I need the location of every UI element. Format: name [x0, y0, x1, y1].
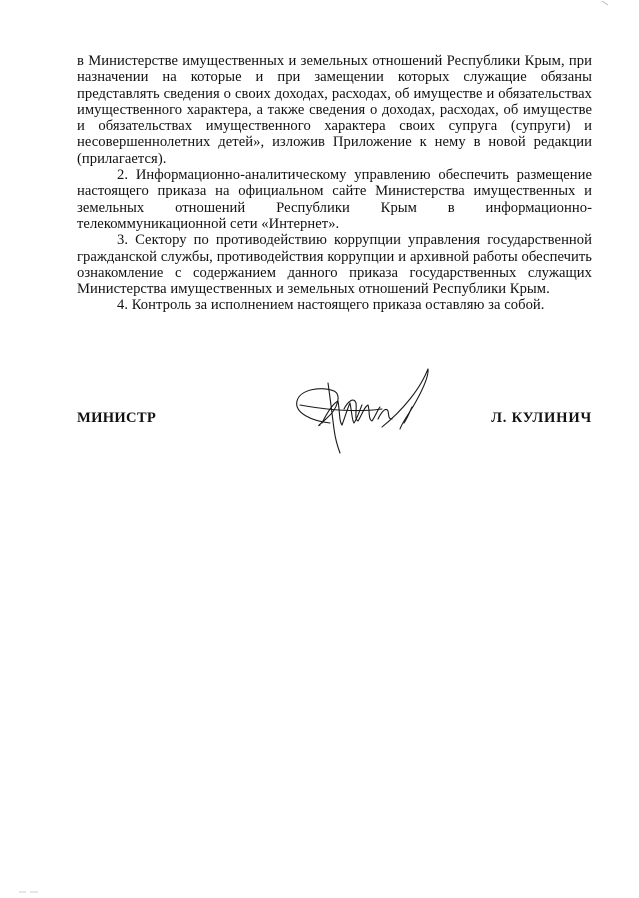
- paragraph-continuation: в Министерстве имущественных и земельных отношений Республики Крым, при назначении на которые и при замещении которых служащие обязаны представлять сведения о своих доходах, расходах, об имуществе и обязательствах имущественного характера, а также сведения о доходах, расходах, об имуществе и обязательствах имущественного характера своих супруга (супруги) и несовершеннолетних детей», изложив Приложение к нему в новой редакции (прилагается).: [77, 53, 592, 167]
- item-4: 4. Контроль за исполнением настоящего приказа оставляю за собой.: [117, 297, 545, 314]
- item-3: 3. Сектору по противодействию коррупции управления государственной гражданской службы, противодействия коррупции и архивной работы обеспечить ознакомление с содержанием данного приказа государственных служащих Министерства имущественных и земельных отношений Республики Крым.: [77, 232, 592, 298]
- document-body: [77, 53, 592, 314]
- signer-name: Л. КУЛИНИЧ: [491, 410, 592, 426]
- signature-block: [77, 396, 592, 456]
- handwritten-signature: [282, 361, 442, 461]
- signer-position: МИНИСТР: [77, 410, 157, 426]
- scan-artifact-icon: [601, 0, 609, 6]
- scan-artifact-icon: [18, 890, 40, 894]
- item-2: 2. Информационно-аналитическому управлению обеспечить размещение настоящего приказа на официальном сайте Министерства имущественных и земельных отношений Республики Крым в информационно-телекоммуникационной сети «Интернет».: [77, 167, 592, 232]
